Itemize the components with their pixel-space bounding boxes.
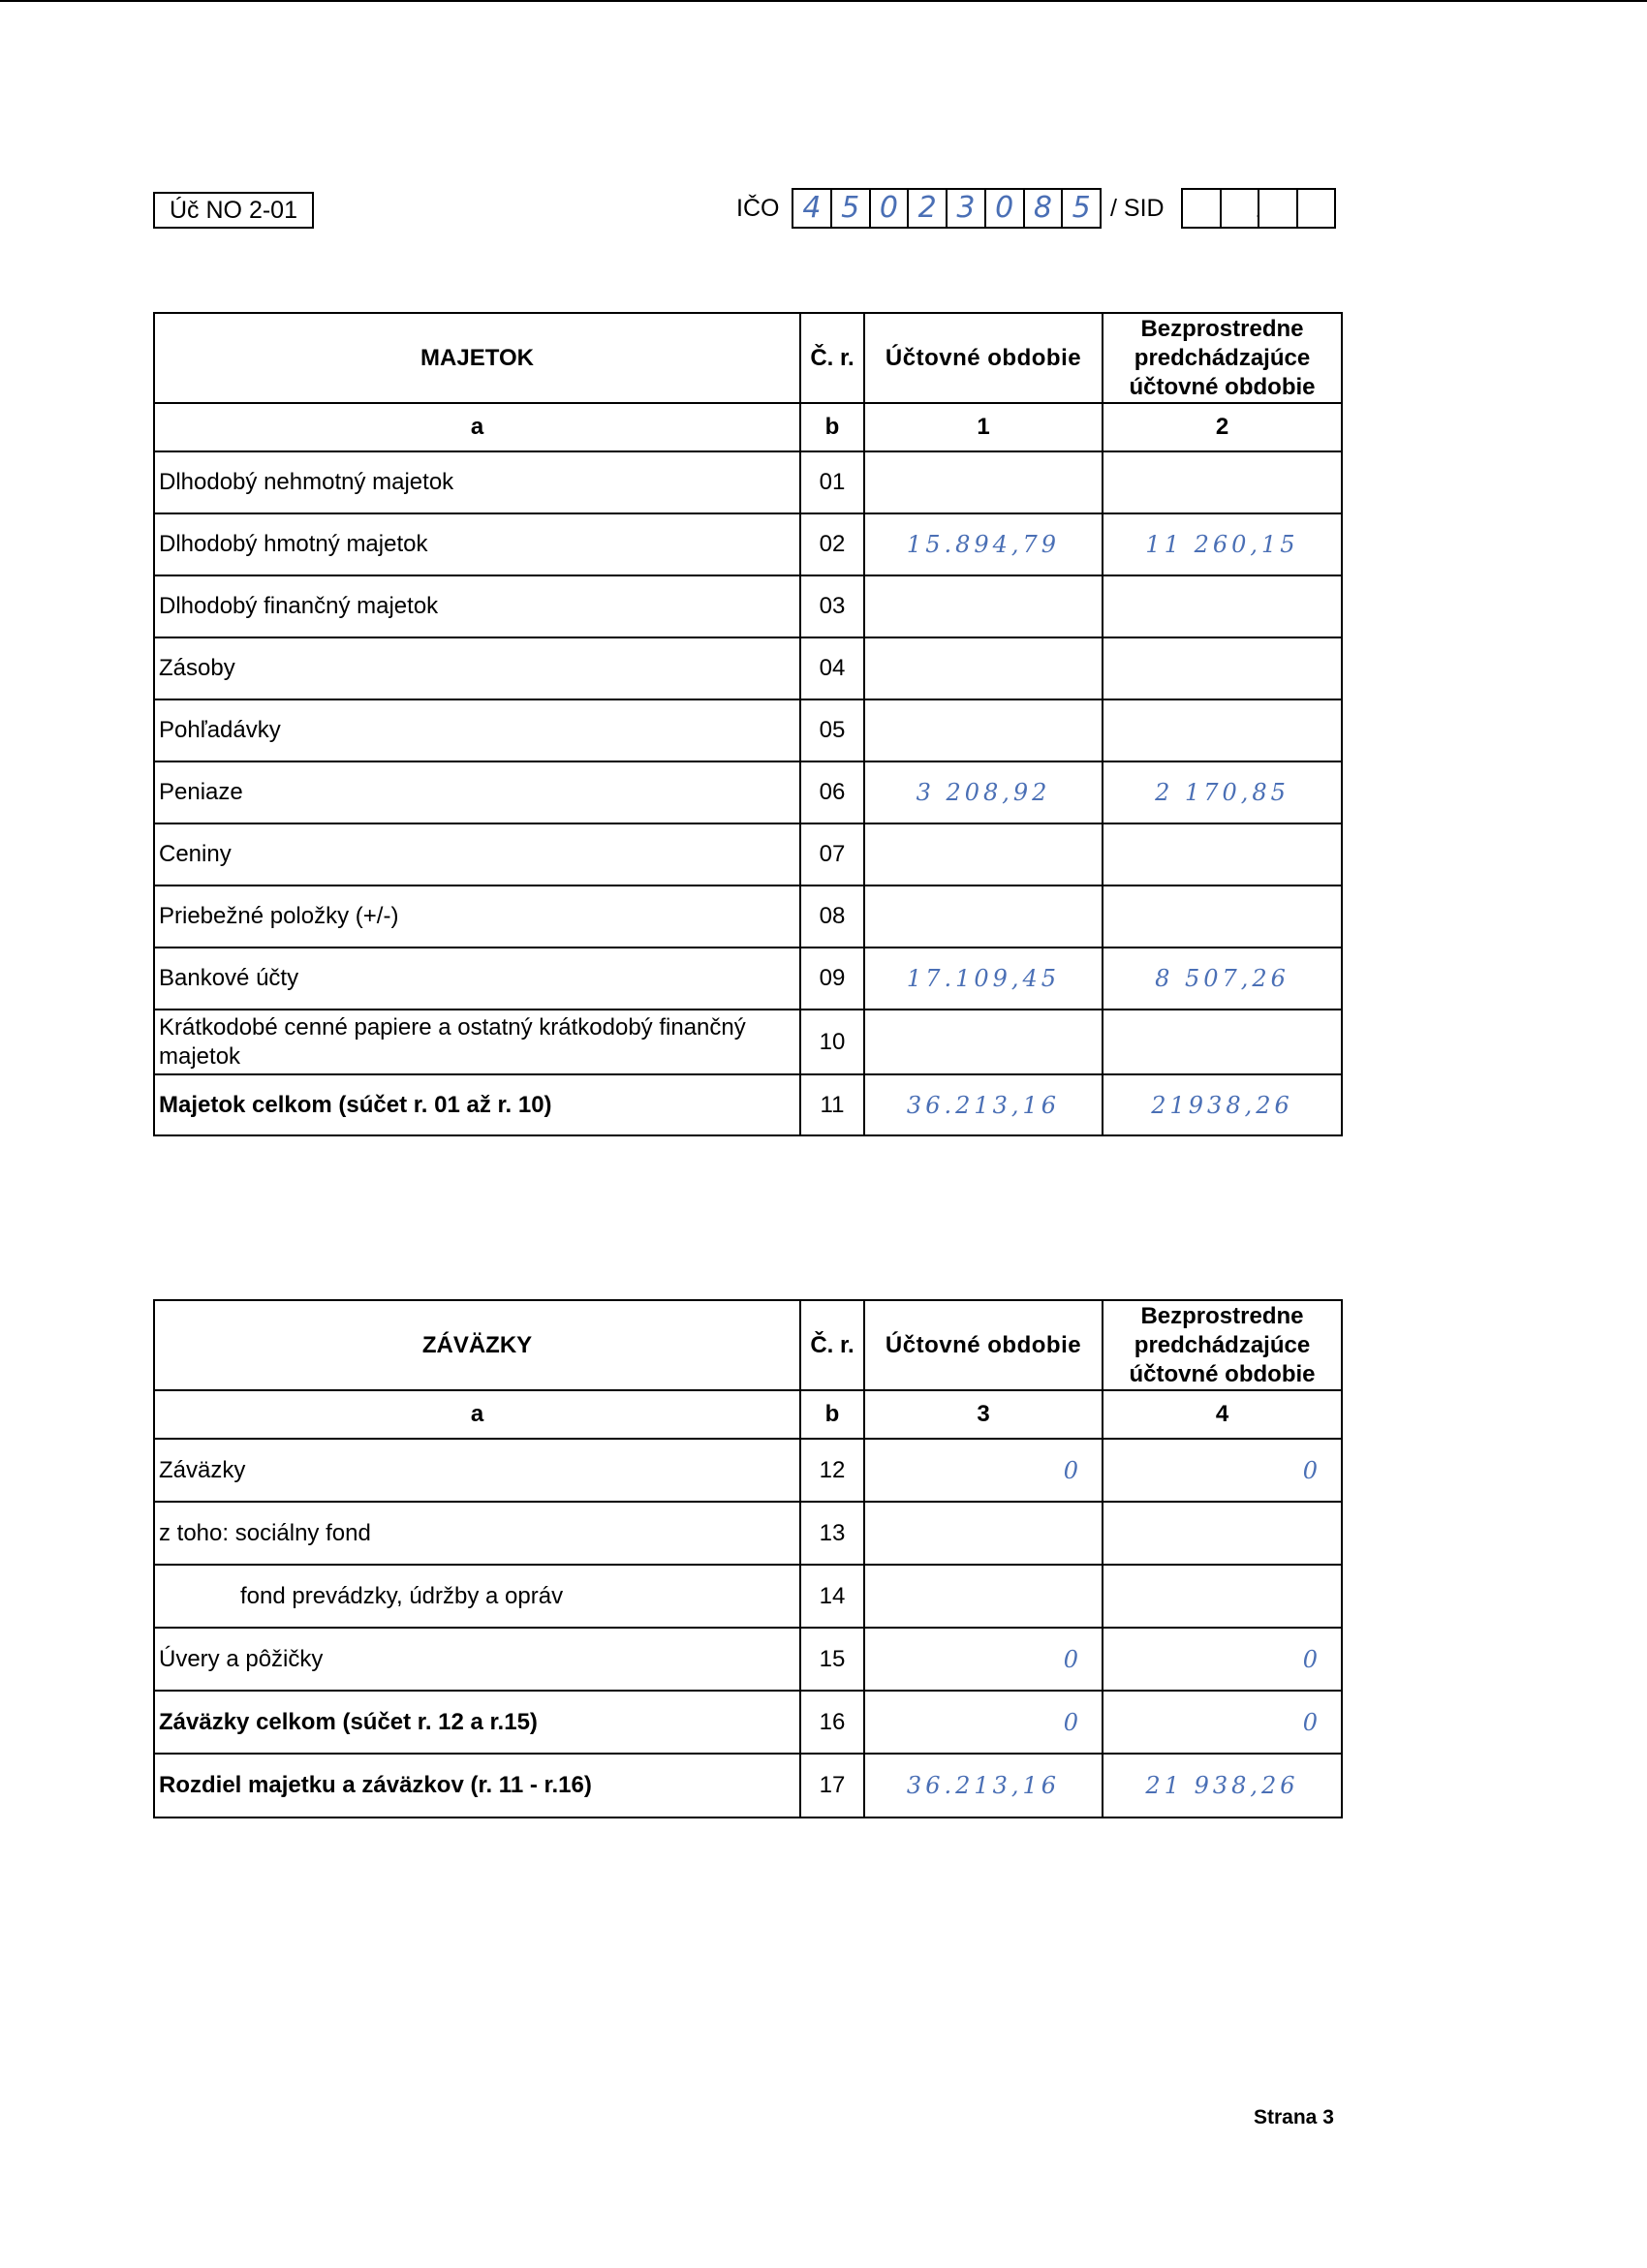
ico-digit[interactable]: 0 [871,190,910,227]
row-number: 17 [800,1754,864,1818]
row-label: Dlhodobý finančný majetok [154,575,800,637]
col-letter-a: a [154,1390,800,1439]
previous-value[interactable]: 0 [1103,1439,1342,1502]
ico-digit[interactable]: 2 [909,190,948,227]
table-row-total [154,1754,1342,1818]
current-period-header: Účtovné obdobie [864,1300,1103,1390]
row-label: Záväzky celkom (súčet r. 12 a r.15) [154,1691,800,1754]
assets-table [153,312,1343,1136]
col-letter-b: b [800,403,864,451]
previous-value[interactable]: 21 938,26 [1103,1754,1342,1818]
row-number: 05 [800,699,864,761]
ico-digit[interactable]: 3 [948,190,986,227]
previous-value[interactable]: 8 507,26 [1103,948,1342,1010]
row-number: 10 [800,1010,864,1074]
col-number-2: 2 [1103,403,1342,451]
row-number: 06 [800,761,864,823]
liabilities-header-row [154,1300,1342,1390]
sid-cell[interactable] [1298,190,1335,227]
assets-title: MAJETOK [154,313,800,403]
table-row [154,513,1342,575]
row-label: Ceniny [154,823,800,885]
top-border-line [0,0,1647,2]
sid-cell[interactable] [1183,190,1222,227]
row-number: 01 [800,451,864,513]
previous-value[interactable] [1103,823,1342,885]
current-value[interactable] [864,699,1103,761]
row-no-header: Č. r. [800,1300,864,1390]
previous-value[interactable]: 21938,26 [1103,1074,1342,1135]
col-letter-a: a [154,403,800,451]
current-value[interactable]: 15.894,79 [864,513,1103,575]
table-row [154,761,1342,823]
previous-value[interactable] [1103,1502,1342,1565]
current-value[interactable] [864,1502,1103,1565]
col-number-1: 1 [864,403,1103,451]
table-row [154,885,1342,948]
sid-label: / SID [1110,195,1165,222]
current-period-header: Účtovné obdobie [864,313,1103,403]
previous-value[interactable] [1103,699,1342,761]
row-label: Krátkodobé cenné papiere a ostatný krátkodobý finančný majetok [154,1010,800,1074]
current-value[interactable] [864,885,1103,948]
current-value[interactable]: 0 [864,1691,1103,1754]
col-number-4: 4 [1103,1390,1342,1439]
previous-value[interactable] [1103,885,1342,948]
form-code: Úč NO 2-01 [153,192,314,229]
previous-value[interactable]: 0 [1103,1628,1342,1691]
table-row [154,1439,1342,1502]
previous-value[interactable] [1103,1010,1342,1074]
row-label: z toho: sociálny fond [154,1502,800,1565]
current-value[interactable]: 3 208,92 [864,761,1103,823]
previous-value[interactable] [1103,575,1342,637]
ico-label: IČO [736,195,780,222]
previous-value[interactable]: 0 [1103,1691,1342,1754]
table-row [154,451,1342,513]
row-label: Zásoby [154,637,800,699]
col-number-3: 3 [864,1390,1103,1439]
row-number: 16 [800,1691,864,1754]
previous-value[interactable] [1103,637,1342,699]
table-row [154,637,1342,699]
current-value[interactable]: 0 [864,1628,1103,1691]
current-value[interactable] [864,1565,1103,1628]
liabilities-table [153,1299,1343,1818]
row-number: 02 [800,513,864,575]
assets-letter-row [154,403,1342,451]
table-row [154,699,1342,761]
current-value[interactable]: 17.109,45 [864,948,1103,1010]
row-label: fond prevádzky, údržby a opráv [154,1565,800,1628]
row-label: Úvery a pôžičky [154,1628,800,1691]
current-value[interactable] [864,823,1103,885]
row-label: Pohľadávky [154,699,800,761]
table-row [154,1502,1342,1565]
current-value[interactable] [864,451,1103,513]
row-number: 04 [800,637,864,699]
row-no-header: Č. r. [800,313,864,403]
sid-cell[interactable] [1256,190,1298,227]
ico-digit[interactable]: 5 [832,190,871,227]
row-number: 12 [800,1439,864,1502]
table-row [154,1628,1342,1691]
sid-field[interactable] [1181,188,1336,229]
previous-value[interactable] [1103,451,1342,513]
current-value[interactable]: 36.213,16 [864,1074,1103,1135]
row-number: 11 [800,1074,864,1135]
previous-value[interactable] [1103,1565,1342,1628]
row-label: Dlhodobý hmotný majetok [154,513,800,575]
page-number: Strana 3 [1254,2106,1334,2128]
row-number: 09 [800,948,864,1010]
liabilities-title: ZÁVÄZKY [154,1300,800,1390]
table-row [154,823,1342,885]
previous-value[interactable]: 2 170,85 [1103,761,1342,823]
row-label: Majetok celkom (súčet r. 01 až r. 10) [154,1074,800,1135]
table-row [154,948,1342,1010]
ico-digit[interactable]: 0 [986,190,1025,227]
row-number: 08 [800,885,864,948]
row-label: Rozdiel majetku a záväzkov (r. 11 - r.16) [154,1754,800,1818]
table-row [154,1010,1342,1074]
ico-digit[interactable]: 8 [1025,190,1064,227]
table-row [154,575,1342,637]
previous-value[interactable]: 11 260,15 [1103,513,1342,575]
table-row [154,1565,1342,1628]
row-label: Záväzky [154,1439,800,1502]
liabilities-letter-row [154,1390,1342,1439]
row-label: Dlhodobý nehmotný majetok [154,451,800,513]
ico-field[interactable] [792,188,1102,229]
current-value[interactable] [864,1010,1103,1074]
table-row-total [154,1074,1342,1135]
sid-cell[interactable] [1222,190,1260,227]
ico-digit[interactable]: 4 [793,190,832,227]
col-letter-b: b [800,1390,864,1439]
table-row [154,1691,1342,1754]
current-value[interactable] [864,575,1103,637]
sid-separator: . [1256,202,1261,221]
previous-period-header: Bezprostredne predchádzajúce účtovné obdobie [1103,313,1342,403]
current-value[interactable]: 36.213,16 [864,1754,1103,1818]
assets-header-row [154,313,1342,403]
row-number: 07 [800,823,864,885]
row-label: Bankové účty [154,948,800,1010]
row-number: 13 [800,1502,864,1565]
row-label: Priebežné položky (+/-) [154,885,800,948]
current-value[interactable] [864,637,1103,699]
row-number: 15 [800,1628,864,1691]
previous-period-header: Bezprostredne predchádzajúce účtovné obdobie [1103,1300,1342,1390]
current-value[interactable]: 0 [864,1439,1103,1502]
row-label: Peniaze [154,761,800,823]
row-number: 03 [800,575,864,637]
ico-digit[interactable]: 5 [1072,191,1091,225]
row-number: 14 [800,1565,864,1628]
